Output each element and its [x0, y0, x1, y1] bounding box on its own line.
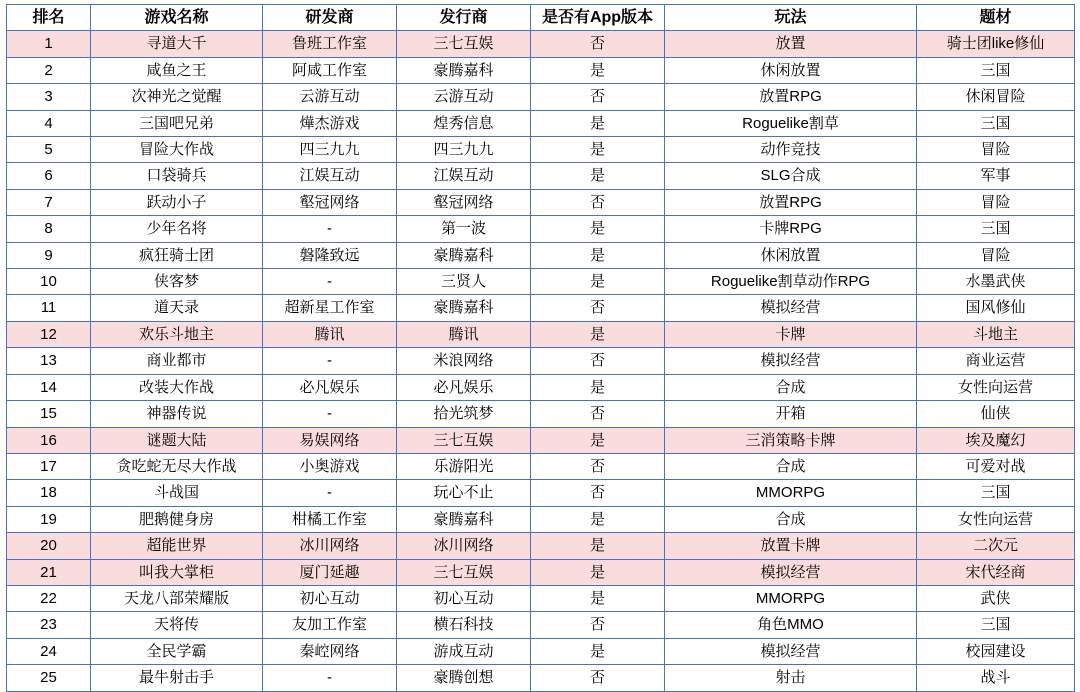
cell-developer: 厦门延趣 [263, 559, 397, 585]
cell-rank: 8 [7, 216, 91, 242]
cell-game-name: 咸鱼之王 [91, 57, 263, 83]
cell-developer: - [263, 665, 397, 691]
cell-game-name: 三国吧兄弟 [91, 110, 263, 136]
cell-has-app-version: 是 [531, 585, 665, 611]
column-header-game-name: 游戏名称 [91, 5, 263, 31]
cell-gameplay: 休闲放置 [665, 57, 917, 83]
cell-publisher: 煌秀信息 [397, 110, 531, 136]
table-body [7, 31, 1075, 691]
cell-gameplay: 放置RPG [665, 84, 917, 110]
cell-theme: 三国 [917, 216, 1075, 242]
cell-developer: 冰川网络 [263, 533, 397, 559]
cell-game-name: 天龙八部荣耀版 [91, 585, 263, 611]
cell-theme: 女性向运营 [917, 506, 1075, 532]
table-header-row [7, 5, 1075, 31]
cell-developer: 燁杰游戏 [263, 110, 397, 136]
cell-gameplay: Roguelike割草 [665, 110, 917, 136]
table-row [7, 585, 1075, 611]
cell-game-name: 口袋骑兵 [91, 163, 263, 189]
cell-rank: 22 [7, 585, 91, 611]
cell-has-app-version: 是 [531, 533, 665, 559]
cell-developer: 腾讯 [263, 321, 397, 347]
column-header-theme: 题材 [917, 5, 1075, 31]
cell-game-name: 改装大作战 [91, 374, 263, 400]
cell-has-app-version: 是 [531, 137, 665, 163]
cell-has-app-version: 是 [531, 427, 665, 453]
cell-gameplay: 模拟经营 [665, 638, 917, 664]
cell-game-name: 贪吃蛇无尽大作战 [91, 453, 263, 479]
table-row [7, 401, 1075, 427]
cell-gameplay: 模拟经营 [665, 348, 917, 374]
cell-rank: 3 [7, 84, 91, 110]
cell-game-name: 冒险大作战 [91, 137, 263, 163]
cell-developer: 必凡娱乐 [263, 374, 397, 400]
cell-rank: 25 [7, 665, 91, 691]
cell-game-name: 少年名将 [91, 216, 263, 242]
cell-game-name: 谜题大陆 [91, 427, 263, 453]
cell-publisher: 壑冠网络 [397, 189, 531, 215]
cell-game-name: 次神光之觉醒 [91, 84, 263, 110]
cell-publisher: 三七互娱 [397, 427, 531, 453]
cell-theme: 仙侠 [917, 401, 1075, 427]
table-row [7, 533, 1075, 559]
cell-publisher: 豪腾嘉科 [397, 506, 531, 532]
cell-has-app-version: 否 [531, 31, 665, 57]
cell-developer: 壑冠网络 [263, 189, 397, 215]
column-header-rank: 排名 [7, 5, 91, 31]
table-row [7, 137, 1075, 163]
cell-publisher: 游成互动 [397, 638, 531, 664]
cell-gameplay: 动作竞技 [665, 137, 917, 163]
cell-publisher: 豪腾嘉科 [397, 242, 531, 268]
cell-rank: 1 [7, 31, 91, 57]
cell-rank: 6 [7, 163, 91, 189]
cell-rank: 15 [7, 401, 91, 427]
table-row [7, 506, 1075, 532]
cell-gameplay: 合成 [665, 453, 917, 479]
cell-theme: 三国 [917, 612, 1075, 638]
cell-game-name: 疯狂骑士团 [91, 242, 263, 268]
cell-developer: 四三九九 [263, 137, 397, 163]
cell-developer: 初心互动 [263, 585, 397, 611]
cell-rank: 2 [7, 57, 91, 83]
cell-has-app-version: 是 [531, 110, 665, 136]
cell-has-app-version: 是 [531, 506, 665, 532]
table-row [7, 216, 1075, 242]
cell-gameplay: 卡牌RPG [665, 216, 917, 242]
cell-game-name: 天将传 [91, 612, 263, 638]
cell-gameplay: SLG合成 [665, 163, 917, 189]
cell-has-app-version: 是 [531, 57, 665, 83]
cell-developer: - [263, 401, 397, 427]
cell-publisher: 玩心不止 [397, 480, 531, 506]
cell-gameplay: 放置 [665, 31, 917, 57]
cell-gameplay: 三消策略卡牌 [665, 427, 917, 453]
cell-developer: 超新星工作室 [263, 295, 397, 321]
cell-rank: 7 [7, 189, 91, 215]
cell-rank: 18 [7, 480, 91, 506]
cell-rank: 11 [7, 295, 91, 321]
cell-theme: 骑士团like修仙 [917, 31, 1075, 57]
cell-has-app-version: 否 [531, 348, 665, 374]
cell-rank: 21 [7, 559, 91, 585]
cell-developer: - [263, 216, 397, 242]
cell-developer: 柑橘工作室 [263, 506, 397, 532]
cell-has-app-version: 否 [531, 480, 665, 506]
cell-has-app-version: 是 [531, 374, 665, 400]
cell-publisher: 三七互娱 [397, 31, 531, 57]
cell-has-app-version: 是 [531, 216, 665, 242]
table-row [7, 665, 1075, 691]
cell-has-app-version: 否 [531, 295, 665, 321]
cell-publisher: 冰川网络 [397, 533, 531, 559]
cell-has-app-version: 否 [531, 84, 665, 110]
cell-rank: 4 [7, 110, 91, 136]
cell-theme: 校园建设 [917, 638, 1075, 664]
cell-has-app-version: 否 [531, 401, 665, 427]
column-header-gameplay: 玩法 [665, 5, 917, 31]
cell-game-name: 全民学霸 [91, 638, 263, 664]
table-row [7, 638, 1075, 664]
cell-theme: 战斗 [917, 665, 1075, 691]
table-row [7, 480, 1075, 506]
cell-has-app-version: 否 [531, 665, 665, 691]
cell-rank: 17 [7, 453, 91, 479]
cell-developer: - [263, 348, 397, 374]
cell-game-name: 商业都市 [91, 348, 263, 374]
cell-has-app-version: 否 [531, 453, 665, 479]
table-row [7, 348, 1075, 374]
cell-game-name: 神器传说 [91, 401, 263, 427]
cell-theme: 三国 [917, 480, 1075, 506]
table-row [7, 559, 1075, 585]
cell-gameplay: 卡牌 [665, 321, 917, 347]
cell-theme: 冒险 [917, 242, 1075, 268]
cell-has-app-version: 是 [531, 638, 665, 664]
cell-publisher: 豪腾嘉科 [397, 295, 531, 321]
cell-theme: 可爱对战 [917, 453, 1075, 479]
cell-rank: 12 [7, 321, 91, 347]
cell-publisher: 拾光筑梦 [397, 401, 531, 427]
cell-rank: 20 [7, 533, 91, 559]
column-header-has-app-version: 是否有App版本 [531, 5, 665, 31]
cell-developer: - [263, 480, 397, 506]
cell-publisher: 腾讯 [397, 321, 531, 347]
cell-developer: 江娱互动 [263, 163, 397, 189]
table-row [7, 453, 1075, 479]
table-row [7, 321, 1075, 347]
cell-theme: 国风修仙 [917, 295, 1075, 321]
cell-game-name: 跃动小子 [91, 189, 263, 215]
cell-theme: 冒险 [917, 137, 1075, 163]
cell-publisher: 三七互娱 [397, 559, 531, 585]
cell-game-name: 最牛射击手 [91, 665, 263, 691]
table-row [7, 242, 1075, 268]
cell-theme: 冒险 [917, 189, 1075, 215]
cell-rank: 19 [7, 506, 91, 532]
cell-game-name: 侠客梦 [91, 269, 263, 295]
cell-rank: 13 [7, 348, 91, 374]
game-ranking-table [6, 4, 1075, 692]
cell-has-app-version: 是 [531, 321, 665, 347]
cell-theme: 休闲冒险 [917, 84, 1075, 110]
table-row [7, 427, 1075, 453]
cell-has-app-version: 是 [531, 163, 665, 189]
cell-publisher: 必凡娱乐 [397, 374, 531, 400]
column-header-developer: 研发商 [263, 5, 397, 31]
cell-has-app-version: 否 [531, 189, 665, 215]
table-row [7, 84, 1075, 110]
table-header [7, 5, 1075, 31]
cell-has-app-version: 是 [531, 242, 665, 268]
cell-theme: 商业运营 [917, 348, 1075, 374]
cell-theme: 斗地主 [917, 321, 1075, 347]
cell-gameplay: MMORPG [665, 585, 917, 611]
cell-gameplay: 模拟经营 [665, 559, 917, 585]
cell-gameplay: MMORPG [665, 480, 917, 506]
column-header-publisher: 发行商 [397, 5, 531, 31]
cell-game-name: 寻道大千 [91, 31, 263, 57]
cell-developer: 友加工作室 [263, 612, 397, 638]
table-row [7, 295, 1075, 321]
cell-developer: 易娱网络 [263, 427, 397, 453]
cell-gameplay: Roguelike割草动作RPG [665, 269, 917, 295]
cell-game-name: 道天录 [91, 295, 263, 321]
table-row [7, 189, 1075, 215]
cell-theme: 女性向运营 [917, 374, 1075, 400]
table-row [7, 31, 1075, 57]
cell-publisher: 米浪网络 [397, 348, 531, 374]
cell-developer: 云游互动 [263, 84, 397, 110]
cell-gameplay: 射击 [665, 665, 917, 691]
cell-publisher: 三贤人 [397, 269, 531, 295]
cell-developer: - [263, 269, 397, 295]
cell-gameplay: 模拟经营 [665, 295, 917, 321]
cell-gameplay: 放置RPG [665, 189, 917, 215]
cell-publisher: 第一波 [397, 216, 531, 242]
cell-theme: 二次元 [917, 533, 1075, 559]
table-row [7, 110, 1075, 136]
cell-game-name: 叫我大掌柜 [91, 559, 263, 585]
cell-gameplay: 合成 [665, 374, 917, 400]
cell-game-name: 斗战国 [91, 480, 263, 506]
cell-developer: 阿咸工作室 [263, 57, 397, 83]
cell-developer: 磐隆致远 [263, 242, 397, 268]
cell-rank: 24 [7, 638, 91, 664]
cell-theme: 三国 [917, 110, 1075, 136]
cell-publisher: 四三九九 [397, 137, 531, 163]
cell-rank: 9 [7, 242, 91, 268]
cell-theme: 水墨武侠 [917, 269, 1075, 295]
cell-has-app-version: 是 [531, 559, 665, 585]
table-row [7, 374, 1075, 400]
cell-theme: 宋代经商 [917, 559, 1075, 585]
cell-publisher: 横石科技 [397, 612, 531, 638]
cell-rank: 10 [7, 269, 91, 295]
table-row [7, 612, 1075, 638]
cell-game-name: 超能世界 [91, 533, 263, 559]
cell-publisher: 豪腾嘉科 [397, 57, 531, 83]
cell-gameplay: 合成 [665, 506, 917, 532]
cell-theme: 埃及魔幻 [917, 427, 1075, 453]
cell-rank: 16 [7, 427, 91, 453]
cell-gameplay: 角色MMO [665, 612, 917, 638]
cell-gameplay: 休闲放置 [665, 242, 917, 268]
cell-publisher: 云游互动 [397, 84, 531, 110]
cell-theme: 三国 [917, 57, 1075, 83]
cell-has-app-version: 是 [531, 269, 665, 295]
cell-rank: 23 [7, 612, 91, 638]
cell-developer: 小奥游戏 [263, 453, 397, 479]
cell-has-app-version: 否 [531, 612, 665, 638]
cell-publisher: 乐游阳光 [397, 453, 531, 479]
table-row [7, 163, 1075, 189]
table-row [7, 57, 1075, 83]
table-row [7, 269, 1075, 295]
cell-publisher: 豪腾创想 [397, 665, 531, 691]
cell-game-name: 欢乐斗地主 [91, 321, 263, 347]
cell-gameplay: 开箱 [665, 401, 917, 427]
cell-theme: 军事 [917, 163, 1075, 189]
cell-developer: 秦崆网络 [263, 638, 397, 664]
cell-developer: 鲁班工作室 [263, 31, 397, 57]
cell-game-name: 肥鹅健身房 [91, 506, 263, 532]
cell-rank: 5 [7, 137, 91, 163]
cell-publisher: 初心互动 [397, 585, 531, 611]
cell-gameplay: 放置卡牌 [665, 533, 917, 559]
cell-publisher: 江娱互动 [397, 163, 531, 189]
cell-theme: 武侠 [917, 585, 1075, 611]
cell-rank: 14 [7, 374, 91, 400]
